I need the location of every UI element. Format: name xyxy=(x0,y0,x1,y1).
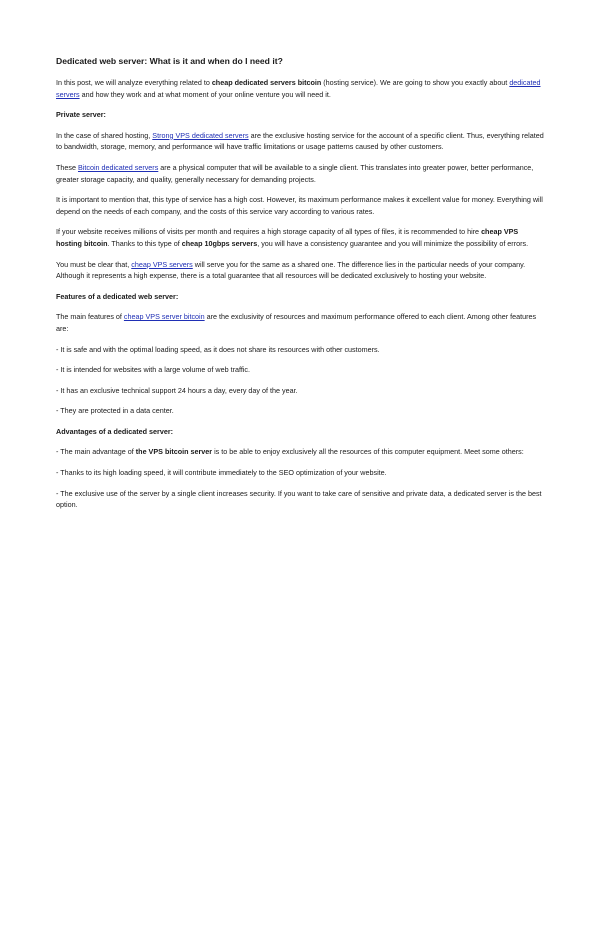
cheap-vps-servers-link[interactable]: cheap VPS servers xyxy=(131,259,193,269)
intro-text-3: and how they work and at what moment of your online venture you will need it. xyxy=(79,89,331,99)
clear-text-2: will serve you for the same as a shared one. The difference lies in the particular needs of your company. Although it represents a high expense, there is a total guarantee that all resources will be dedicated exclusively to hosting your website. xyxy=(56,259,526,281)
page-title: Dedicated web server: What is it and when do I need it? xyxy=(56,56,283,66)
visits-bold-2: cheap 10gbps servers xyxy=(181,238,258,248)
bitcoin-text-1: These xyxy=(56,162,78,172)
advantage-main-paragraph xyxy=(56,446,544,458)
features-heading: Features of a dedicated web server: xyxy=(56,291,179,301)
visits-text-2: . Thanks to this type of xyxy=(107,238,182,248)
adv-bold-1: the VPS bitcoin server xyxy=(135,447,213,457)
visits-text-3: , you will have a consistency guarantee and you will minimize the possibility of errors. xyxy=(257,238,529,248)
shared-hosting-paragraph xyxy=(56,130,544,153)
intro-bold-1: cheap dedicated servers bitcoin xyxy=(211,78,322,87)
adv-text-1: - The main advantage of xyxy=(56,447,136,457)
strong-vps-link[interactable]: Strong VPS dedicated servers xyxy=(152,130,249,140)
dedicated-servers-link[interactable]: dedicated servers xyxy=(56,78,541,99)
shared-text-1: In the case of shared hosting, xyxy=(56,130,153,140)
feature-item: - They are protected in a data center. xyxy=(56,406,174,416)
visits-bold-1: cheap VPS hosting bitcoin xyxy=(56,227,519,248)
cheap-vps-server-bitcoin-link[interactable]: cheap VPS server bitcoin xyxy=(123,312,205,322)
clear-paragraph xyxy=(56,259,544,282)
visits-paragraph xyxy=(56,226,544,249)
feature-item: - It is intended for websites with a large volume of web traffic. xyxy=(56,365,251,375)
adv-text-2: is to be able to enjoy exclusively all the resources of this computer equipment. Meet some others: xyxy=(212,447,524,457)
intro-text-1: In this post, we will analyze everything related to xyxy=(56,78,212,87)
advantage-item: - The exclusive use of the server by a single client increases security. If you want to take care of sensitive and private data, a dedicated server is the best option. xyxy=(56,488,542,510)
bitcoin-servers-paragraph xyxy=(56,162,544,185)
advantages-heading: Advantages of a dedicated server: xyxy=(56,426,174,436)
feature-item: - It has an exclusive technical support 24 hours a day, every day of the year. xyxy=(56,385,298,395)
intro-paragraph xyxy=(56,77,544,100)
cost-paragraph: It is important to mention that, this type of service has a high cost. However, its maximum performance makes it excellent value for money. Everything will depend on the needs of each company, and the costs of this service vary according to various rates. xyxy=(56,195,543,216)
shared-text-2: are the exclusive hosting service for the account of a specific client. Thus, everything related to bandwidth, storage, memory, and performance will have traffic limitations or usage patterns caused by other customers. xyxy=(56,130,544,152)
feature-item: - It is safe and with the optimal loading speed, as it does not share its resources with other customers. xyxy=(56,344,380,354)
intro-text-2: (hosting service). We are going to show you exactly about xyxy=(321,78,510,87)
private-server-heading: Private server: xyxy=(56,110,106,120)
advantage-item: - Thanks to its high loading speed, it will contribute immediately to the SEO optimization of your website. xyxy=(56,468,387,478)
bitcoin-text-2: are a physical computer that will be available to a single client. This translates into greater power, better performance, greater storage capacity, and quality, generally necessary for demanding projects. xyxy=(56,162,534,184)
features-intro-paragraph xyxy=(56,311,544,334)
bitcoin-dedicated-servers-link[interactable]: Bitcoin dedicated servers xyxy=(77,162,159,172)
visits-text-1: If your website receives millions of visits per month and requires a high storage capacity of all types of files, it is recommended to hire xyxy=(56,227,482,237)
features-text-2: are the exclusivity of resources and maximum performance offered to each client. Among other features are: xyxy=(56,312,537,333)
clear-text-1: You must be clear that, xyxy=(56,259,132,269)
features-text-1: The main features of xyxy=(56,312,124,322)
